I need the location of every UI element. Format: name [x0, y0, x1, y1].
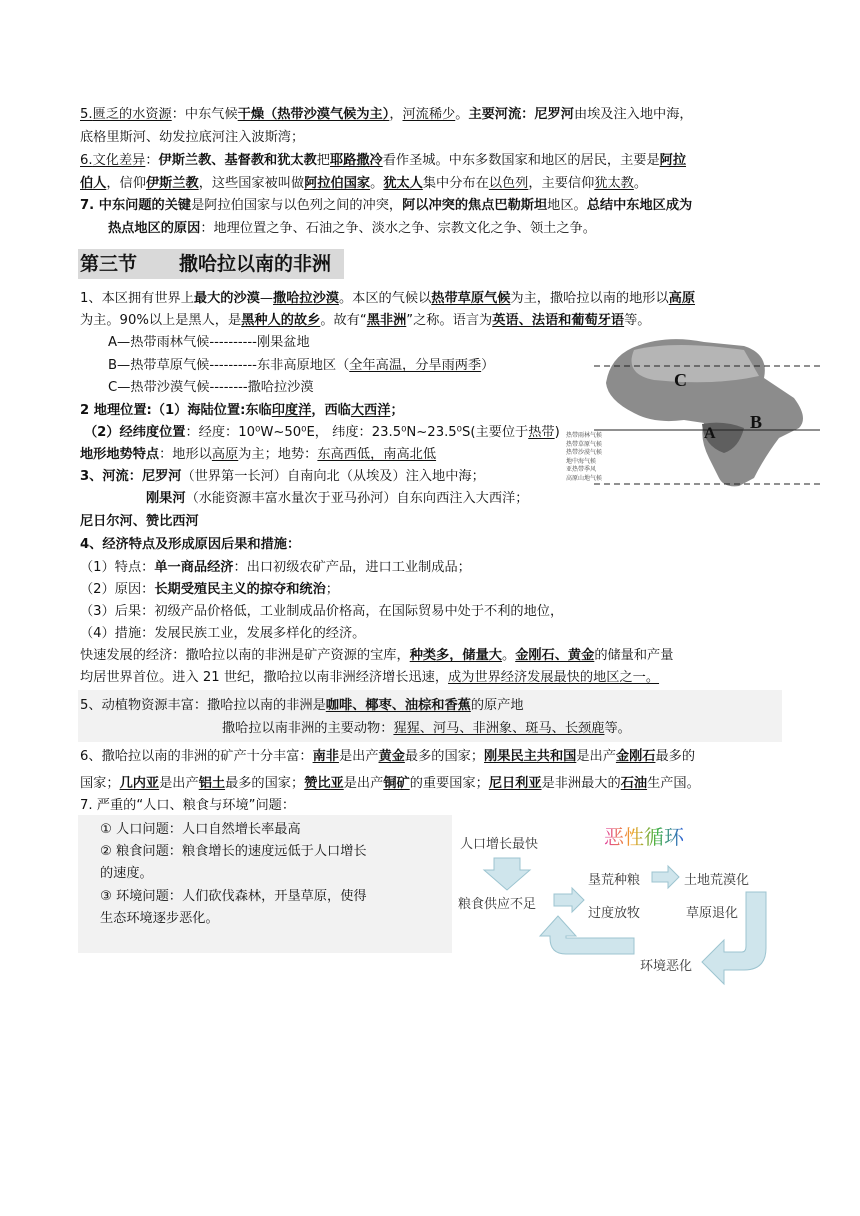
problem-environment-1: ③ 环境问题：人们砍伐森林，开垦草原，使得 — [100, 889, 367, 904]
location-line1: 2 地理位置:（1）海陆位置:东临印度洋，西临大西洋； — [80, 403, 404, 418]
climate-b: B—热带草原气候----------东非高原地区（全年高温，分旱雨两季） — [108, 358, 495, 373]
problems-title: 7. 严重的“人口、粮食与环境”问题： — [80, 798, 296, 813]
section7-line2: 热点地区的原因：地理位置之争、石油之争、淡水之争、宗教文化之争、领土之争。 — [108, 221, 596, 236]
p1-line2: 为主。90%以上是黑人，是黑种人的故乡。故有“黑非洲”之称。语言为英语、法语和葡萄牙语等。 — [80, 313, 651, 328]
legend-item: 热带雨林气候 — [566, 432, 603, 439]
economy-item1: （1）特点：单一商品经济：出口初级农矿产品，进口工业制成品； — [80, 560, 471, 575]
section5-line1: 5.匮乏的水资源：中东气候干燥（热带沙漠气候为主），河流稀少。主要河流：尼罗河由埃及注入地中海， — [80, 107, 693, 122]
cycle-node-grassland: 草原退化 — [686, 906, 739, 921]
vicious-cycle-diagram — [454, 818, 784, 993]
economy-item2: （2）原因：长期受殖民主义的掠夺和统治； — [80, 582, 339, 597]
section7-line1: 7. 中东问题的关键是阿拉伯国家与以色列之间的冲突，阿以冲突的焦点巴勒斯坦地区。总结中东地区成为 — [80, 198, 693, 213]
cycle-node-food: 粮食供应不足 — [458, 897, 537, 912]
legend-item: 热带草原气候 — [566, 440, 603, 448]
minerals-line1: 6、撒哈拉以南的非洲的矿产十分丰富：南非是出产黄金最多的国家；刚果民主共和国是出产金刚石最多的 — [80, 749, 696, 764]
economy-item3: （3）后果：初级产品价格低，工业制成品价格高，在国际贸易中处于不利的地位， — [80, 604, 564, 619]
legend-item: 亚热带季风 — [566, 466, 597, 473]
arrow-right-icon — [554, 888, 584, 912]
minerals-line2: 国家；几内亚是出产铝土最多的国家；赞比亚是出产铜矿的重要国家；尼日利亚是非洲最大的石油生产国。 — [80, 776, 700, 791]
terrain-line: 地形地势特点：地形以高原为主；地势：东高西低，南高北低 — [80, 447, 437, 462]
section5-line2: 底格里斯河、幼发拉底河注入波斯湾； — [80, 130, 305, 145]
rivers-line3: 尼日尔河、赞比西河 — [80, 514, 199, 529]
cycle-node-population: 人口增长最快 — [460, 837, 539, 852]
map-label-b: B — [750, 412, 763, 432]
wildlife-line1: 5、动植物资源丰富：撒哈拉以南的非洲是咖啡、椰枣、油棕和香蕉的原产地 — [80, 698, 524, 713]
map-label-c: C — [674, 370, 687, 390]
economy-title: 4、经济特点及形成原因后果和措施： — [80, 537, 301, 552]
problem-population: ① 人口问题：人口自然增长率最高 — [100, 822, 301, 837]
rivers-line2: 刚果河（水能资源丰富水量次于亚马孙河）自东向西注入大西洋； — [146, 491, 529, 506]
problem-food-2: 的速度。 — [100, 866, 153, 881]
cycle-node-desertification: 土地荒漠化 — [684, 873, 750, 888]
cycle-node-environment: 环境恶化 — [640, 959, 693, 974]
legend-item: 高原山地气候 — [566, 474, 603, 482]
map-legend-list — [566, 432, 646, 483]
rivers-line1: 3、河流：尼罗河（世界第一长河）自南向北（从埃及）注入地中海； — [80, 469, 485, 484]
problem-environment-2: 生态环境逐步恶化。 — [100, 911, 219, 926]
economy-item4: （4）措施：发展民族工业，发展多样化的经济。 — [80, 626, 366, 641]
cycle-title: 恶性循环 — [604, 825, 684, 849]
economy-growth-line1: 快速发展的经济：撒哈拉以南的非洲是矿产资源的宝库，种类多，储量大。金刚石、黄金的储量和产量 — [80, 648, 674, 663]
arrow-curve-up-icon — [540, 916, 634, 954]
arrow-down-icon — [484, 858, 530, 890]
climate-a: A—热带雨林气候----------刚果盆地 — [108, 335, 310, 350]
legend-item: 地中海气候 — [566, 457, 597, 465]
arrow-right-icon — [652, 866, 679, 888]
wildlife-line2: 撒哈拉以南非洲的主要动物：猩猩、河马、非洲象、斑马、长颈鹿等。 — [222, 721, 631, 736]
problem-food-1: ② 粮食问题：粮食增长的速度远低于人口增长 — [100, 844, 367, 859]
legend-item: 热带沙漠气候 — [566, 449, 603, 456]
economy-growth-line2: 均居世界首位。进入 21 世纪，撒哈拉以南非洲经济增长迅速，成为世界经济发展最快的地区之一。 — [80, 670, 660, 685]
heading-title: 撒哈拉以南的非洲 — [179, 253, 332, 275]
section6-line1: 6.文化差异：伊斯兰教、基督教和犹太教把耶路撒冷看作圣城。中东多数国家和地区的居民，主要是阿拉 — [80, 153, 687, 168]
s5-topic: 匮乏的水资源 — [92, 107, 172, 122]
desert-region — [632, 345, 760, 382]
s5-num: 5. — [80, 107, 93, 122]
climate-c: C—热带沙漠气候--------撒哈拉沙漠 — [108, 380, 314, 395]
location-line2: （2）经纬度位置：经度：10⁰W~50⁰E， 纬度：23.5⁰N~23.5⁰S(主要位于热带) — [84, 425, 560, 440]
section-heading — [80, 251, 331, 277]
p1-line1: 1、本区拥有世界上最大的沙漠—撒哈拉沙漠。本区的气候以热带草原气候为主，撒哈拉以南的地形以高原 — [80, 291, 696, 306]
map-label-a: A — [704, 425, 716, 442]
cycle-node-overgraze: 过度放牧 — [588, 906, 641, 921]
cycle-node-reclaim: 垦荒种粮 — [588, 873, 641, 888]
heading-section-number: 第三节 — [80, 253, 138, 275]
section6-line2: 伯人，信仰伊斯兰教，这些国家被叫做阿拉伯国家。犹太人集中分布在以色列，主要信仰犹太教。 — [80, 176, 648, 191]
